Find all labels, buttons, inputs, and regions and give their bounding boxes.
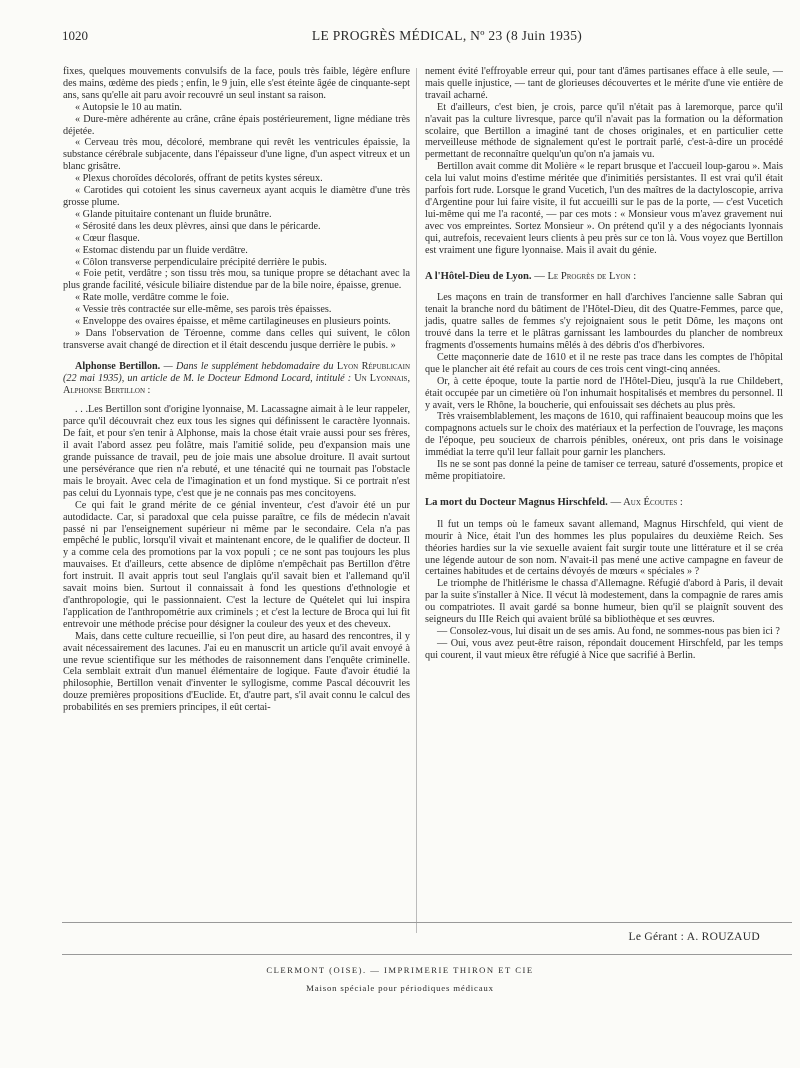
autopsy-line: « Cerveau très mou, décoloré, membrane qui revêt les ventricules épaissie, la substance cérébrale subjacente, dans l'épaisseur d'une ligne, d'un aspect vitreux et un blanc grisâtre.	[63, 137, 410, 173]
article-source: — Aux Écoutes :	[607, 496, 683, 508]
article-paragraph: — Oui, vous avez peut-être raison, répondait doucement Hirschfeld, par les temps qui courent, il vaut mieux être réfugié à Nice que sacrifié à Berlin.	[425, 637, 783, 661]
autopsy-line: « Enveloppe des ovaires épaisse, et même cartilagineuses en plusieurs points.	[75, 316, 391, 328]
article-paragraph: Le triomphe de l'hitlérisme le chassa d'Allemagne. Réfugié d'abord à Paris, il devait par la suite s'installer à Nice. Il vécut là modestement, dans la compagnie de rares amis ou compatriotes. Il avait gardé sa bonne humeur, bien qu'il se plaignît souvent des seigneurs du IIIe Reich qui avaient brûlé sa bibliothèque et ses œuvres.	[425, 578, 783, 626]
article-paragraph: Bertillon avait comme dit Molière « le repart brusque et l'accueil loup-garou ». Mais cela lui valut moins d'estime méritée que d'inimitiés persistantes. Il est vrai qu'il était parfois fort rude. Lorsque le grand Vucetich, l'un des maîtres de la dactyloscopie, arriva d'Argentine pour lui faire visite, il fut accueilli sur le pas de la porte, — c'est Vucetich lui-même qui me l'a raconté, — par ces mots : « Monsieur vous m'avez gravement nui avec vos empreintes. Sortez Monsieur ». On prétend qu'il y a des négociants lyonnais qui, autrefois, recevaient leurs clients à peu près sur ce ton là. Vous voyez que Bertillon est vraiment une figure lyonnaise. Mais il avait du génie.	[425, 161, 783, 256]
autopsy-line: » Dans l'observation de Téroenne, comme dans celles qui suivent, le côlon transverse avait changé de direction et il était descendu jusque derrière le pubis. »	[63, 327, 410, 351]
heading-intro: — Dans le supplément hebdomadaire du	[160, 360, 337, 372]
autopsy-line: « Sérosité dans les deux plèvres, ainsi que dans le péricarde.	[75, 220, 321, 232]
left-column	[63, 66, 410, 714]
heading-date: (22 mai 1935), un article de M. le Docteur Edmond Locard, intitulé :	[63, 372, 355, 384]
right-column	[425, 66, 783, 662]
article-paragraph: nement évité l'effroyable erreur qui, pour tant d'âmes partisanes efface à elle seule, — mais quelle injustice, — tant de glorieuses découvertes et le mérite d'une vie entière de travail acharné.	[425, 66, 783, 101]
autopsy-line: « Autopsie le 10 au matin.	[75, 101, 182, 113]
hirschfeld-heading	[425, 497, 783, 509]
printer-subtitle: Maison spéciale pour périodiques médicaux	[306, 983, 494, 993]
bertillon-heading: Alphonse Bertillon. — Dans le supplément hebdomadaire du Lyon Républicain (22 mai 1935), un article de M. le Docteur Edmond Locard, intitulé : Un Lyonnais, Alphonse Bertillon :	[63, 360, 411, 396]
cited-article-title: Un Lyonnais, Alphonse Bertillon	[63, 372, 410, 396]
printer-imprint: CLERMONT (OISE). — IMPRIMERIE THIRON ET CIE	[266, 965, 534, 975]
autopsy-line: « Estomac distendu par un fluide verdâtre.	[75, 244, 248, 256]
autopsy-line: « Dure-mère adhérente au crâne, crâne épais postérieurement, ligne médiane très déjetée.	[63, 113, 410, 137]
article-paragraph: Ce qui fait le grand mérite de ce génial inventeur, c'est d'avoir été un pur autodidacte. Car, si paradoxal que cela puisse paraître, ce fils de médecin n'avait passé ni par l'enseignement supérieur ni même par le secondaire. Cela n'a pas empêché le public, lorsqu'il vivait et maintenant encore, de le qualifier de docteur. Il y a comme cela des promotions par la vox populi ; ce ne sont pas toujours les plus mauvaises. Et d'ailleurs, cette absence de diplôme n'empêchait pas Bertillon d'être fort instruit. Il avait appris tout seul l'anglais qu'il savait bien et l'allemand qu'il savait moins bien. Surtout il connaissait à fond les questions d'ethnologie et d'anthropologie, qui le passionnaient. C'est la lecture de Quételet qui lui inspira l'application de l'anthropométrie aux criminels ; et c'est la lecture de Broca qui lui fit entrevoir une méthode précise pour désigner la couleur des yeux et des cheveux.	[63, 499, 410, 630]
newspaper-name: Lyon Républicain	[336, 360, 411, 372]
article-paragraph: . . .Les Bertillon sont d'origine lyonnaise, M. Lacassagne aimait à le leur rappeler, parce qu'il découvrait chez eux tous les signes qui définissent le caractère lyonnais. De fait, et pour s'en tenir à Alphonse, mais la chose était vraie aussi pour ses frères, il avait l'abord assez peu folâtre, mais l'amitié solide, peu d'expansion mais une grande puissance de travail, peu de joie mais une absolue droiture. Il avait surtout une persévérance que rien n'a rebuté, et une ténacité qui ne tournait pas l'obstacle mais le broyait. Avec cela de l'imagination et un fond mystique. Si ce portrait n'est pas celui du Lyonnais type, c'est que je ne connais pas mes concitoyens.	[63, 404, 410, 499]
article-paragraph: Cette maçonnerie date de 1610 et il ne reste pas trace dans les comptes de l'hôpital que le plancher ait été refait au cours de ces trois cent vingt-cinq années.	[425, 351, 783, 375]
gerant-line: Le Gérant : A. ROUZAUD	[628, 931, 760, 943]
column-divider	[416, 68, 417, 933]
article-paragraph: Les maçons en train de transformer en hall d'archives l'ancienne salle Sabran qui tenait la branche nord du bâtiment de l'Hôtel-Dieu, dit des Quatre-Femmes, parce que, jadis, quatre salles de femmes s'y rejoignaient sous le petit Dôme, les maçons ont trouvé dans la terre et le plâtras garnissant les lambourdes du plancher de nombreux fragments d'ossements humains mêlés à des débris d'os d'herbivores.	[425, 292, 783, 352]
article-paragraph: Il fut un temps où le fameux savant allemand, Magnus Hirschfeld, qui vient de mourir à Nice, était l'un des hommes les plus populaires du deuxième Reich. Ses théories hardies sur la vie sexuelle avaient fait surgir toute une littérature et il se créa une légende autour de son nom. N'avait-il pas mené une active campagne en faveur de certaines habitudes et de certains dévoyés de mœurs « spéciales » ?	[425, 518, 783, 578]
article-paragraph: Et d'ailleurs, c'est bien, je crois, parce qu'il n'était pas à laremorque, parce qu'il n'avait pas la culture livresque, parce qu'il n'avait pas la formation ou la déformation scolaire, que Bertillon a imaginé tant de choses originales, et en particulier cette merveilleuse méthode de signalement qu'est le portrait parlé, c'est-à-dire un procédé permettant de reconnaître quelqu'un qu'on n'a jamais vu.	[425, 101, 783, 161]
autopsy-line: « Côlon transverse perpendiculaire précipité derrière le pubis.	[75, 256, 327, 268]
article-title: La mort du Docteur Magnus Hirschfeld.	[425, 496, 608, 508]
article-paragraph: Très vraisemblablement, les maçons de 1610, qui raffinaient beaucoup moins que les compagnons actuels sur le choix des matériaux et la perfection de l'ouvrage, les maçons de l'époque, peu soucieux de charrois pénibles, onéreux, ont pris dans le voisinage immédiat la terre qu'il leur fallait pour garnir les planchers.	[425, 411, 784, 459]
article-title: Alphonse Bertillon.	[75, 360, 161, 372]
article-paragraph: — Consolez-vous, lui disait un de ses amis. Au fond, ne sommes-nous pas bien ici ?	[437, 625, 780, 637]
article-source: — Le Progrès de Lyon :	[531, 270, 637, 282]
autopsy-line: « Rate molle, verdâtre comme le foie.	[75, 292, 229, 304]
hotel-dieu-heading	[425, 271, 783, 283]
autopsy-line: « Cœur flasque.	[75, 232, 140, 244]
autopsy-section	[63, 66, 410, 352]
footer-rule-bottom	[62, 954, 792, 955]
autopsy-line: « Plexus choroïdes décolorés, offrant de petits kystes séreux.	[75, 173, 323, 185]
page-header	[62, 28, 792, 48]
running-title: LE PROGRÈS MÉDICAL, Nº 23 (8 Juin 1935)	[311, 28, 583, 43]
autopsy-line: « Vessie très contractée sur elle-même, ses parois très épaisses.	[75, 304, 332, 316]
article-paragraph: Mais, dans cette culture recueillie, si l'on peut dire, au hasard des rencontres, il y avait nécessairement des lacunes. J'ai eu en manuscrit un article qu'il avait envoyé à une revue scientifique sur les méthodes de raisonnement dans l'enquête criminelle. Cela semblait extrait d'un manuel élémentaire de logique. Faute d'avoir étudié la philosophie, Bertillon venait d'inventer le syllogisme, comme Pascal découvrit les douze premières propositions d'Euclide. Et, d'autre part, s'il avait connu le calcul des probabilités en ses premiers principes, il eût certai-	[63, 630, 410, 714]
autopsy-line: « Glande pituitaire contenant un fluide brunâtre.	[75, 208, 272, 220]
article-paragraph: Ils ne se sont pas donné la peine de tamiser ce terreau, saturé d'ossements, propice et même propitiatoire.	[425, 459, 783, 482]
article-title: A l'Hôtel-Dieu de Lyon.	[425, 270, 532, 282]
footer-rule-top	[62, 922, 792, 923]
article-paragraph: Or, à cette époque, toute la partie nord de l'Hôtel-Dieu, jusqu'à la rue Childebert, était occupée par un cimetière où l'on inhumait hospitalisés et membres du personnel. Il y avait, vers le Rhône, la boucherie, qui enfouissait ses déchets au plus près.	[425, 375, 783, 411]
page-number: 1020	[62, 28, 88, 43]
autopsy-line: fixes, quelques mouvements convulsifs de la face, pouls très faible, légère enflure des mains, œdème des pieds ; enfin, le 9 juin, elle s'est éteinte âgée de cinquante-sept ans, sans qu'elle ait paru avoir recouvré un seul instant sa raison.	[63, 66, 410, 101]
autopsy-line: « Carotides qui cotoient les sinus caverneux ayant acquis le diamètre d'une très grosse plume.	[63, 185, 410, 208]
autopsy-line: « Foie petit, verdâtre ; son tissu très mou, sa tunique propre se détachant avec la plus grande facilité, vésicule biliaire distendue par de la bile noire, épaisse, grenue.	[63, 268, 410, 292]
